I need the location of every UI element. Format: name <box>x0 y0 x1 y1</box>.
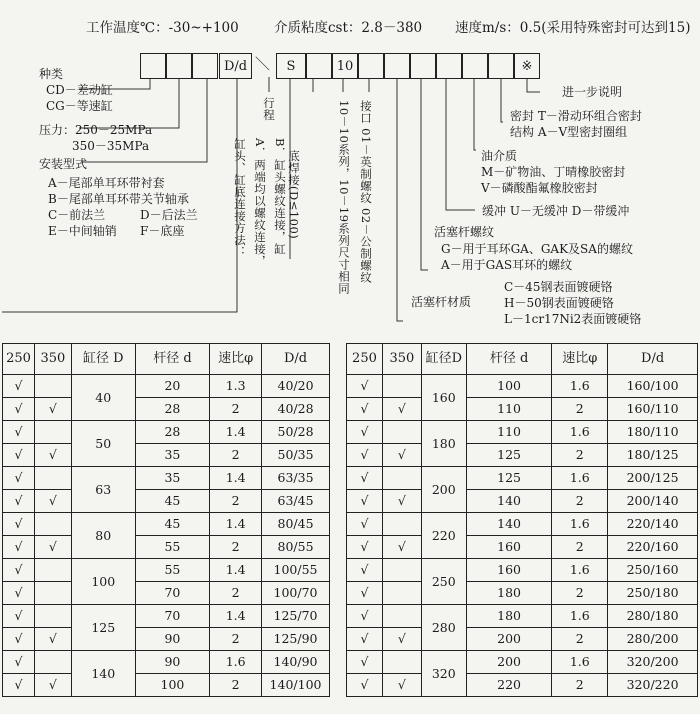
cell-250: √ <box>3 651 35 674</box>
spec-table-left <box>2 343 330 697</box>
table-row <box>3 628 330 651</box>
code-box-head-conn <box>306 53 332 79</box>
cell-350 <box>382 421 421 444</box>
cell-rod: 200 <box>466 651 552 674</box>
rod-h: H－50钢表面镀硬铬 <box>504 296 614 310</box>
cell-rod: 100 <box>466 375 552 398</box>
table-row <box>347 582 698 605</box>
cell-ratio: 2 <box>210 490 262 513</box>
cell-250: √ <box>347 513 383 536</box>
cell-250: √ <box>3 467 35 490</box>
oil-v: V－磷酸酯氟橡胶密封 <box>481 181 598 195</box>
cell-rod: 55 <box>135 559 210 582</box>
cell-350 <box>34 605 71 628</box>
temperature-spec: 工作温度℃：-30~+100 <box>86 20 239 36</box>
cell-rod: 180 <box>466 582 552 605</box>
cell-dd: 250/160 <box>608 559 698 582</box>
table-header-row <box>3 344 330 375</box>
cell-250: √ <box>347 375 383 398</box>
cell-dd: 280/200 <box>608 628 698 651</box>
cell-dd: 125/70 <box>262 605 330 628</box>
cell-350 <box>382 375 421 398</box>
cell-250: √ <box>347 467 383 490</box>
cell-350: √ <box>382 628 421 651</box>
cell-350 <box>382 513 421 536</box>
header-bore: 缸径D <box>421 344 466 375</box>
mount-d: D－后法兰 <box>140 208 198 222</box>
cell-bore: 40 <box>71 375 135 421</box>
table-row <box>3 421 330 444</box>
table-row <box>347 628 698 651</box>
cell-rod: 70 <box>135 605 210 628</box>
cell-250: √ <box>3 559 35 582</box>
cell-ratio: 2 <box>552 674 608 697</box>
rod-c: C－45钢表面镀硬铬 <box>504 280 613 294</box>
cell-bore: 200 <box>421 467 466 513</box>
table-row <box>3 536 330 559</box>
cell-350 <box>34 559 71 582</box>
cell-rod: 35 <box>135 444 210 467</box>
cell-rod: 45 <box>135 490 210 513</box>
cell-rod: 160 <box>466 559 552 582</box>
oil-title: 油介质 <box>481 149 518 163</box>
code-slash: ＼ <box>255 55 271 73</box>
type-cg: CG－等速缸 <box>46 99 113 113</box>
table-row <box>3 444 330 467</box>
cell-rod: 90 <box>135 651 210 674</box>
cell-dd: 320/220 <box>608 674 698 697</box>
cell-350: √ <box>382 490 421 513</box>
cell-350: √ <box>34 490 71 513</box>
cell-350 <box>34 582 71 605</box>
table-row <box>347 674 698 697</box>
header-rod: 杆径 d <box>135 344 210 375</box>
cell-dd: 200/140 <box>608 490 698 513</box>
mount-b: B－尾部单耳环带关节轴承 <box>48 192 189 206</box>
table-row <box>3 513 330 536</box>
cell-dd: 320/200 <box>608 651 698 674</box>
cell-rod: 220 <box>466 674 552 697</box>
cell-dd: 100/55 <box>262 559 330 582</box>
cell-250: √ <box>347 628 383 651</box>
header-250: 250 <box>347 344 383 375</box>
cell-350: √ <box>34 536 71 559</box>
cell-bore: 80 <box>71 513 135 559</box>
cell-350 <box>34 421 71 444</box>
cell-dd: 63/35 <box>262 467 330 490</box>
mount-a: A－尾部单耳环带衬套 <box>48 176 165 190</box>
table-row <box>3 490 330 513</box>
cell-ratio: 2 <box>552 444 608 467</box>
port-note: 接口 01－英制螺纹 02－公制螺纹 <box>359 100 373 284</box>
header-250: 250 <box>3 344 35 375</box>
cell-250: √ <box>3 513 35 536</box>
cell-rod: 140 <box>466 513 552 536</box>
cell-250: √ <box>347 490 383 513</box>
stroke-note: 行程 <box>262 97 276 121</box>
table-row <box>347 559 698 582</box>
thread-g: G－用于耳环GA、GAK及SA的螺纹 <box>441 242 633 256</box>
code-box-rod-material <box>384 53 410 79</box>
cell-250: √ <box>347 444 383 467</box>
table-row <box>347 444 698 467</box>
cell-dd: 40/28 <box>262 398 330 421</box>
rod-material-title: 活塞杆材质 <box>411 295 472 309</box>
cell-250: √ <box>3 398 35 421</box>
cell-rod: 90 <box>135 628 210 651</box>
series-note: 10－10系列，10－19系列尺寸相同 <box>337 100 351 295</box>
cell-dd: 50/35 <box>262 444 330 467</box>
cell-250: √ <box>3 490 35 513</box>
cell-bore: 220 <box>421 513 466 559</box>
cell-ratio: 2 <box>210 536 262 559</box>
head-conn-b1: B．缸头螺纹连接，缸 <box>273 138 287 255</box>
cell-rod: 35 <box>135 467 210 490</box>
mount-f: F－底座 <box>140 224 185 238</box>
code-box-mount <box>192 53 218 79</box>
cell-350: √ <box>382 536 421 559</box>
cell-ratio: 2 <box>210 398 262 421</box>
mount-e: E－中间轴销 <box>48 224 117 238</box>
cell-ratio: 1.6 <box>552 421 608 444</box>
cell-250: √ <box>347 421 383 444</box>
cell-ratio: 1.4 <box>210 467 262 490</box>
cell-ratio: 1.6 <box>552 375 608 398</box>
cell-350 <box>382 651 421 674</box>
table-row <box>347 375 698 398</box>
cell-rod: 200 <box>466 628 552 651</box>
cell-250: √ <box>3 674 35 697</box>
cell-350 <box>382 467 421 490</box>
cell-dd: 180/110 <box>608 421 698 444</box>
cell-350: √ <box>382 444 421 467</box>
cell-250: √ <box>347 559 383 582</box>
header-dd: D/d <box>262 344 330 375</box>
cell-rod: 180 <box>466 605 552 628</box>
cell-rod: 125 <box>466 467 552 490</box>
cell-ratio: 1.6 <box>552 651 608 674</box>
code-box-stroke: S <box>276 53 306 79</box>
cell-ratio: 2 <box>552 628 608 651</box>
viscosity-spec: 介质粘度cst：2.8－380 <box>274 20 423 36</box>
cell-rod: 140 <box>466 490 552 513</box>
cell-250: √ <box>3 605 35 628</box>
table-row <box>347 398 698 421</box>
cell-ratio: 1.4 <box>210 421 262 444</box>
cell-rod: 100 <box>135 674 210 697</box>
code-box-type <box>140 53 166 79</box>
cell-250: √ <box>347 605 383 628</box>
cell-bore: 100 <box>71 559 135 605</box>
cell-dd: 180/125 <box>608 444 698 467</box>
cell-350: √ <box>382 674 421 697</box>
cell-250: √ <box>347 398 383 421</box>
cell-250: √ <box>3 375 35 398</box>
cell-250: √ <box>3 628 35 651</box>
code-box-series: 10 <box>332 53 358 79</box>
header-bore: 缸径 D <box>71 344 135 375</box>
cell-250: √ <box>3 444 35 467</box>
cell-dd: 80/55 <box>262 536 330 559</box>
cell-dd: 160/100 <box>608 375 698 398</box>
cell-rod: 110 <box>466 421 552 444</box>
further-note: 进一步说明 <box>562 85 623 99</box>
cell-350: √ <box>34 398 71 421</box>
table-row <box>3 582 330 605</box>
cell-dd: 63/45 <box>262 490 330 513</box>
cell-bore: 125 <box>71 605 135 651</box>
table-row <box>347 490 698 513</box>
cell-dd: 100/70 <box>262 582 330 605</box>
cell-rod: 28 <box>135 421 210 444</box>
header-350: 350 <box>34 344 71 375</box>
cell-ratio: 1.6 <box>210 651 262 674</box>
table-row <box>347 513 698 536</box>
cell-ratio: 1.6 <box>552 605 608 628</box>
cell-dd: 50/28 <box>262 421 330 444</box>
cell-350: √ <box>34 674 71 697</box>
header-ratio: 速比φ <box>210 344 262 375</box>
header-350: 350 <box>382 344 421 375</box>
cell-ratio: 2 <box>210 674 262 697</box>
cell-rod: 45 <box>135 513 210 536</box>
cell-250: √ <box>347 582 383 605</box>
table-row <box>3 398 330 421</box>
cell-dd: 140/90 <box>262 651 330 674</box>
thread-a: A－用于GAS耳环的螺纹 <box>441 258 573 272</box>
head-conn-b2: 底焊接(D≤100) <box>287 150 301 240</box>
cell-rod: 28 <box>135 398 210 421</box>
cell-ratio: 1.4 <box>210 605 262 628</box>
cell-bore: 160 <box>421 375 466 421</box>
cell-ratio: 2 <box>552 490 608 513</box>
cell-ratio: 1.4 <box>210 559 262 582</box>
table-row <box>347 651 698 674</box>
table-row <box>347 421 698 444</box>
cell-bore: 140 <box>71 651 135 697</box>
head-conn-title: 缸头、缸底连接方法： <box>233 138 247 258</box>
cell-dd: 125/90 <box>262 628 330 651</box>
mount-c: C－前法兰 <box>48 208 106 222</box>
table-row <box>3 651 330 674</box>
cell-ratio: 1.6 <box>552 467 608 490</box>
pressure-1: 压力：250－25MPa <box>39 123 153 137</box>
cell-ratio: 1.3 <box>210 375 262 398</box>
table-row <box>3 375 330 398</box>
oil-m: M－矿物油、丁晴橡胶密封 <box>481 165 626 179</box>
code-box-pressure <box>166 53 192 79</box>
code-box-oil <box>462 53 488 79</box>
seal-2: 结构 A－V型密封圈组 <box>510 125 628 139</box>
cell-bore: 320 <box>421 651 466 697</box>
code-box-further: ※ <box>514 53 540 79</box>
cell-ratio: 2 <box>210 444 262 467</box>
type-title: 种类 <box>39 67 64 81</box>
cell-dd: 280/180 <box>608 605 698 628</box>
spec-table-right <box>346 343 698 697</box>
cell-250: √ <box>3 421 35 444</box>
cell-dd: 220/160 <box>608 536 698 559</box>
table-row <box>347 605 698 628</box>
cell-350: √ <box>34 628 71 651</box>
table-row <box>3 467 330 490</box>
cell-dd: 80/45 <box>262 513 330 536</box>
code-box-port <box>358 53 384 79</box>
cell-bore: 180 <box>421 421 466 467</box>
cell-ratio: 2 <box>552 398 608 421</box>
cell-rod: 160 <box>466 536 552 559</box>
cell-350 <box>382 605 421 628</box>
table-row <box>3 559 330 582</box>
table-row <box>3 605 330 628</box>
pressure-2: 350－35MPa <box>72 139 150 153</box>
cell-ratio: 1.6 <box>552 513 608 536</box>
cell-ratio: 2 <box>552 582 608 605</box>
code-box-seal <box>488 53 514 79</box>
cell-rod: 55 <box>135 536 210 559</box>
rod-l: L－1cr17Ni2表面镀硬铬 <box>504 312 642 326</box>
cell-350 <box>34 513 71 536</box>
cell-rod: 20 <box>135 375 210 398</box>
buffer-note: 缓冲 U－无缓冲 D－带缓冲 <box>482 204 630 218</box>
header-dd: D/d <box>608 344 698 375</box>
thread-title: 活塞杆螺纹 <box>434 225 495 239</box>
cell-ratio: 2 <box>210 628 262 651</box>
table-row <box>3 674 330 697</box>
cell-bore: 250 <box>421 559 466 605</box>
cell-250: √ <box>3 536 35 559</box>
cell-250: √ <box>347 651 383 674</box>
table-row <box>347 536 698 559</box>
speed-spec: 速度m/s：0.5(采用特殊密封可达到15) <box>455 20 691 36</box>
cell-rod: 70 <box>135 582 210 605</box>
cell-250: √ <box>347 536 383 559</box>
cell-dd: 160/110 <box>608 398 698 421</box>
table-header-row <box>347 344 698 375</box>
mount-title: 安装型式 <box>39 157 88 171</box>
cell-bore: 63 <box>71 467 135 513</box>
cell-ratio: 2 <box>210 582 262 605</box>
cell-250: √ <box>3 582 35 605</box>
cell-dd: 40/20 <box>262 375 330 398</box>
cell-ratio: 1.6 <box>552 559 608 582</box>
cell-dd: 250/180 <box>608 582 698 605</box>
code-box-dd: D/d <box>219 53 252 79</box>
cell-dd: 220/140 <box>608 513 698 536</box>
type-cd: CD－差动缸 <box>46 83 113 97</box>
cell-dd: 200/125 <box>608 467 698 490</box>
cell-350: √ <box>382 398 421 421</box>
table-row <box>347 467 698 490</box>
cell-ratio: 2 <box>552 536 608 559</box>
cell-bore: 50 <box>71 421 135 467</box>
head-conn-a: A．两端均以螺纹连接， <box>253 138 267 267</box>
cell-350 <box>382 559 421 582</box>
code-box-buffer <box>436 53 462 79</box>
cell-ratio: 1.4 <box>210 513 262 536</box>
cell-350 <box>382 582 421 605</box>
cell-350 <box>34 375 71 398</box>
cell-dd: 140/100 <box>262 674 330 697</box>
cell-350 <box>34 467 71 490</box>
cell-350: √ <box>34 444 71 467</box>
header-ratio: 速比φ <box>552 344 608 375</box>
cell-350 <box>34 651 71 674</box>
cell-250: √ <box>347 674 383 697</box>
seal-1: 密封 T－滑动环组合密封 <box>510 109 642 123</box>
cell-rod: 125 <box>466 444 552 467</box>
code-box-rod-thread <box>410 53 436 79</box>
cell-rod: 110 <box>466 398 552 421</box>
header-rod: 杆径 d <box>466 344 552 375</box>
cell-bore: 280 <box>421 605 466 651</box>
